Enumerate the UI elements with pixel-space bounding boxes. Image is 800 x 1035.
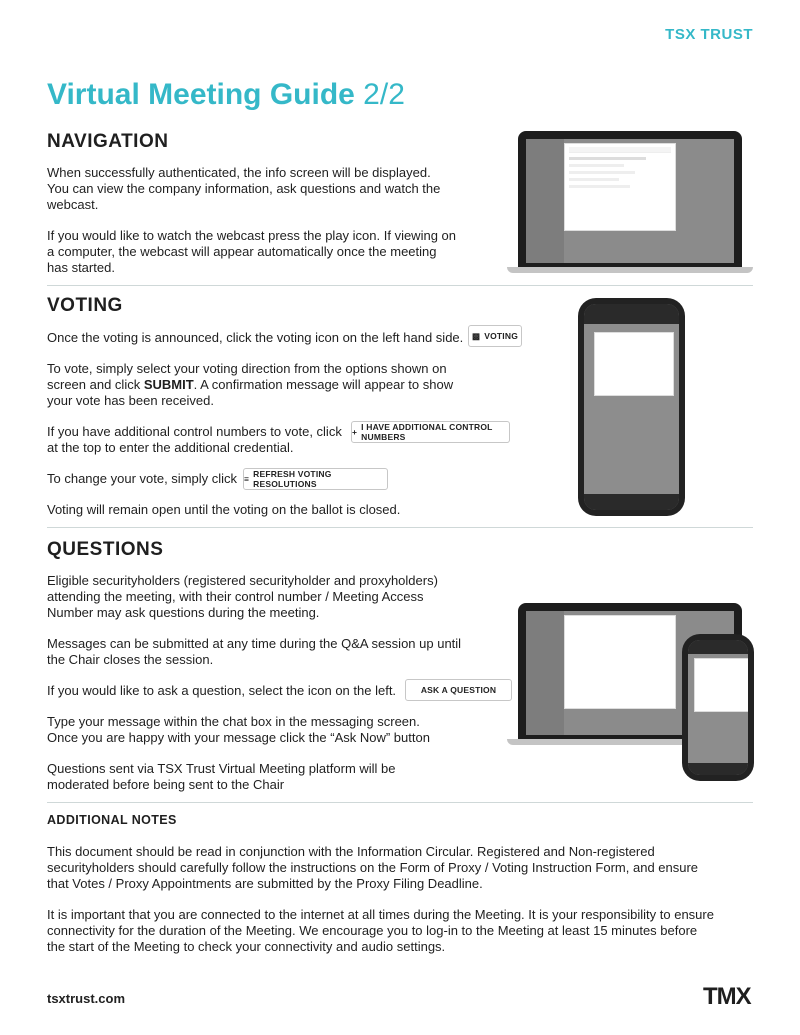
questions-para-5: Questions sent via TSX Trust Virtual Meeting platform will be moderated before being sent to the Chair: [47, 761, 396, 792]
ask-question-button[interactable]: ASK A QUESTION: [405, 679, 512, 701]
section-divider: [47, 802, 753, 803]
laptop-voting-screenshot: [507, 131, 753, 273]
additional-control-numbers-button[interactable]: + I HAVE ADDITIONAL CONTROL NUMBERS: [351, 421, 510, 443]
voting-heading: VOTING: [47, 295, 123, 316]
notes-heading: ADDITIONAL NOTES: [47, 813, 177, 827]
title-main: Virtual Meeting Guide: [47, 78, 355, 111]
brand-name: TSX TRUST: [665, 26, 753, 43]
voting-para-1: Once the voting is announced, click the voting icon on the left hand side.: [47, 330, 464, 345]
navigation-para-2: If you would like to watch the webcast press the play icon. If viewing on a computer, the webcast will appear automatically once the meeting has started.: [47, 228, 456, 275]
voting-button[interactable]: ▩ VOTING: [468, 325, 522, 347]
section-divider: [47, 527, 753, 528]
title-page: 2/2: [363, 78, 405, 111]
page-title: [47, 78, 405, 112]
voting-para-3: If you have additional control numbers to vote, click at the top to enter the additional credential.: [47, 424, 342, 455]
plus-icon: +: [352, 427, 358, 437]
phone-questions-screenshot: [682, 634, 754, 781]
tmx-logo: TMX: [703, 983, 751, 1010]
chat-icon: ▩: [471, 330, 481, 341]
questions-para-2: Messages can be submitted at any time during the Q&A session up until the Chair closes the session.: [47, 636, 462, 667]
list-icon: ≡: [244, 474, 250, 484]
questions-para-4: Type your message within the chat box in the messaging screen. Once you are happy with your message click the “Ask Now” button: [47, 714, 430, 745]
phone-voting-screenshot: [578, 298, 685, 516]
voting-para-2: To vote, simply select your voting direction from the options shown on screen and click SUBMIT. A confirmation message will appear to show your vote has been received.: [47, 361, 454, 408]
refresh-voting-resolutions-button[interactable]: ≡ REFRESH VOTING RESOLUTIONS: [243, 468, 388, 490]
questions-heading: QUESTIONS: [47, 539, 164, 560]
voting-para-4: To change your vote, simply click: [47, 471, 238, 486]
questions-para-3: If you would like to ask a question, select the icon on the left.: [47, 683, 397, 698]
navigation-para-1: When successfully authenticated, the info screen will be displayed. You can view the company information, ask questions and watch the webcast.: [47, 165, 441, 212]
navigation-heading: NAVIGATION: [47, 131, 169, 152]
notes-para-2: It is important that you are connected to the internet at all times during the Meeting. It is your responsibility to ensure connectivity for the duration of the Meeting. We encourage you to log-in to the Meeting at least 15 minutes before the start of the Meeting to check your connectivity and audio settings.: [47, 907, 714, 954]
questions-para-1: Eligible securityholders (registered securityholder and proxyholders) attending the meeting, with their control number / Meeting Access Number may ask questions during the meeting.: [47, 573, 438, 620]
footer-url[interactable]: tsxtrust.com: [47, 991, 126, 1006]
section-divider: [47, 285, 753, 286]
notes-para-1: This document should be read in conjunction with the Information Circular. Registered and Non-registered securityholders should carefully follow the instructions on the Form of Proxy / Voting Instruction Form, and ensure that Votes / Proxy Appointments are submitted by the Proxy Filing Deadline.: [47, 844, 699, 891]
voting-para-5: Voting will remain open until the voting on the ballot is closed.: [47, 502, 401, 517]
